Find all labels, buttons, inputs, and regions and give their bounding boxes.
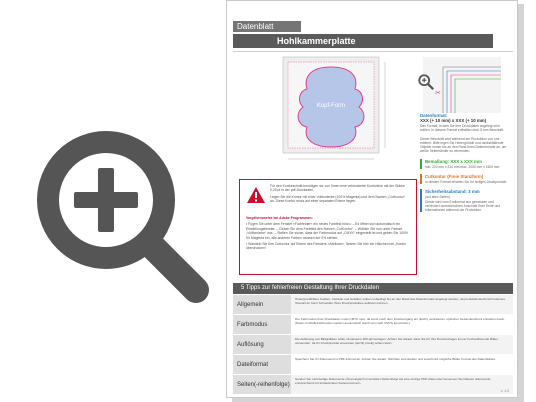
- tip-row: [233, 335, 513, 355]
- dimension-text: min. 210 mm x 210 mm max. 1000 mm x 1500 mm: [425, 164, 500, 169]
- format-value: XXX (+ 10 mm) x XXX (+ 10 mm): [420, 118, 487, 123]
- cut-text: In diesem Format erhalten Sie Ihr fertiges Druckprodukt.: [425, 179, 508, 184]
- svg-text:✂: ✂: [435, 90, 441, 97]
- warning-box: [239, 179, 417, 275]
- tip-text: Senden Sie mehrseitige Dokumente chronologisch in korrekter Reihenfolge als eine einzige PDF-Datei oder benennen Sie Dateien dokumente entsprechend mit fortlaufenden Seitennummern.: [291, 375, 513, 394]
- tips-table: [233, 295, 513, 395]
- safety-title: Sicherheitsabstand: 3 mm: [425, 188, 480, 194]
- cut-title: Cutkontur (Freie Stanzform): [425, 173, 484, 179]
- tip-text: Der Farbmodus Ihrer Druckdaten muss CMYK sein, da sonst nach dem Druckvorgang ein (leicht) veränderter, optischer Gesamteindruck entstehen kann. (Daten im RGB-Farbmodus werden automatisch durch uns nach CMYK konvertiert.): [291, 315, 513, 334]
- shape-diagram: [281, 55, 391, 165]
- tip-label: Farbmodus: [233, 315, 291, 334]
- format-text-2: Dieser Beschnitt wird während der Produktion von uns entfernt. Bitte legen Sie Hintergründe und randabfallende Objekte immer bis an den Rand Ihres Datenformats an, um weiße Seitenränder zu vermeiden.: [420, 137, 507, 154]
- safety-text: Dieser wird vom Endformat aus gemessen und verhindert unerwünschten Anschnitt Ihrer Texte und Informationen während der Produktion.: [425, 199, 501, 213]
- tip-row: [233, 355, 513, 375]
- tip-label: Dateiformat: [233, 355, 291, 374]
- version-label: v. 1.0: [500, 389, 509, 393]
- divider: [233, 51, 513, 52]
- warning-text: Für den Konturschnitt benötigen wir von Ihnen eine vektorisierte Konturlinie mit der Stärke 0,25 pt in der pdf-Druckdatei. Legen Sie die Kontur mit einer Volltonfarbe (100% Magenta) und dem Namen „CutKontur“ an. Diese Kontur muss auf einer separaten Ebene liegen.: [270, 184, 405, 204]
- datasheet-page: [226, 0, 518, 398]
- specs-column: [420, 113, 508, 217]
- format-title: Datenformat:: [420, 113, 448, 118]
- tip-label: Seiten(-reihenfolge): [233, 375, 291, 394]
- page-title: Hohlkammerplatte: [233, 34, 493, 48]
- safety-subtitle: (auf allen Seiten): [425, 194, 450, 199]
- tip-text: Hintergrundbilder, Farben, Verläufe und Grafiken sollten unbedingt bis an den Rand des Datenformats angelegt werden, da produktionstechnisch kleinere Toleranzen beim Schneiden Ihres Druckproduktes auftreten können.: [291, 295, 513, 314]
- tip-text: Die Auflösung von Bildgrafiken sollte mindestens 300 dpi betragen. Achten Sie darauf, dass Sie für Ihre Druckvorlagen immer hochauflösende Bilder verwenden, da Ihr Druckprodukt ansonsten (leicht) pixelig wirken kann.: [291, 335, 513, 354]
- tip-text: Speichern Sie Ihr Dokument im PDF-Format ab. Achten Sie darauf, Schriften einzubetten und sowohl als mögliche Bilder Format des Datenblattes.: [291, 355, 513, 374]
- tip-row: [233, 315, 513, 335]
- brand-tab: Datenblatt: [233, 21, 301, 32]
- diagram-label: Kopf-Form: [316, 103, 346, 109]
- small-zoom-icon: [417, 73, 435, 91]
- dimension-title: Bemaßung: XXX x XXX mm: [425, 158, 482, 164]
- tip-label: Allgemein: [233, 295, 291, 314]
- tips-header: 5 Tipps zur fehlerfreien Gestaltung Ihrer Druckdaten: [233, 283, 513, 294]
- warning-icon: [246, 186, 266, 204]
- format-text: Das Format, in dem Sie Ihre Druckdaten angelegt sind sollten. In diesem Format enthalten sind: 5 mm Beschnitt.: [420, 124, 504, 133]
- zoom-in-icon[interactable]: [14, 108, 214, 308]
- tip-row: [233, 295, 513, 315]
- datasheet-preview[interactable]: [226, 0, 524, 400]
- warning-steps: Vorgehensweise bei Adobe Programmen: • Fügen Sie unter dem Fenster »Farbfelder« ein neues Farbfeld hinzu: – Es öffnet sich automatisch ein Einstellungsfenster. – Geben Sie dem Farbfeld den Namen „CutKontur“. – Wählen Sie nun unter Farbart „Volltonfarbe“ aus. – Stellen Sie sicher, dass der Farbmodus auf „CMYK“ eingestellt ist und geben Sie 100% für Magenta ein, alle anderen Farben müssen auf 0% stehen. • Wandeln Sie Ihre Cutkontur auf Ebene des Fensters »Attribute«. Setzen Sie hier ein Häkchen bei „Kontur überdrucken“.: [246, 216, 408, 251]
- tip-row: [233, 375, 513, 395]
- tip-label: Auflösung: [233, 335, 291, 354]
